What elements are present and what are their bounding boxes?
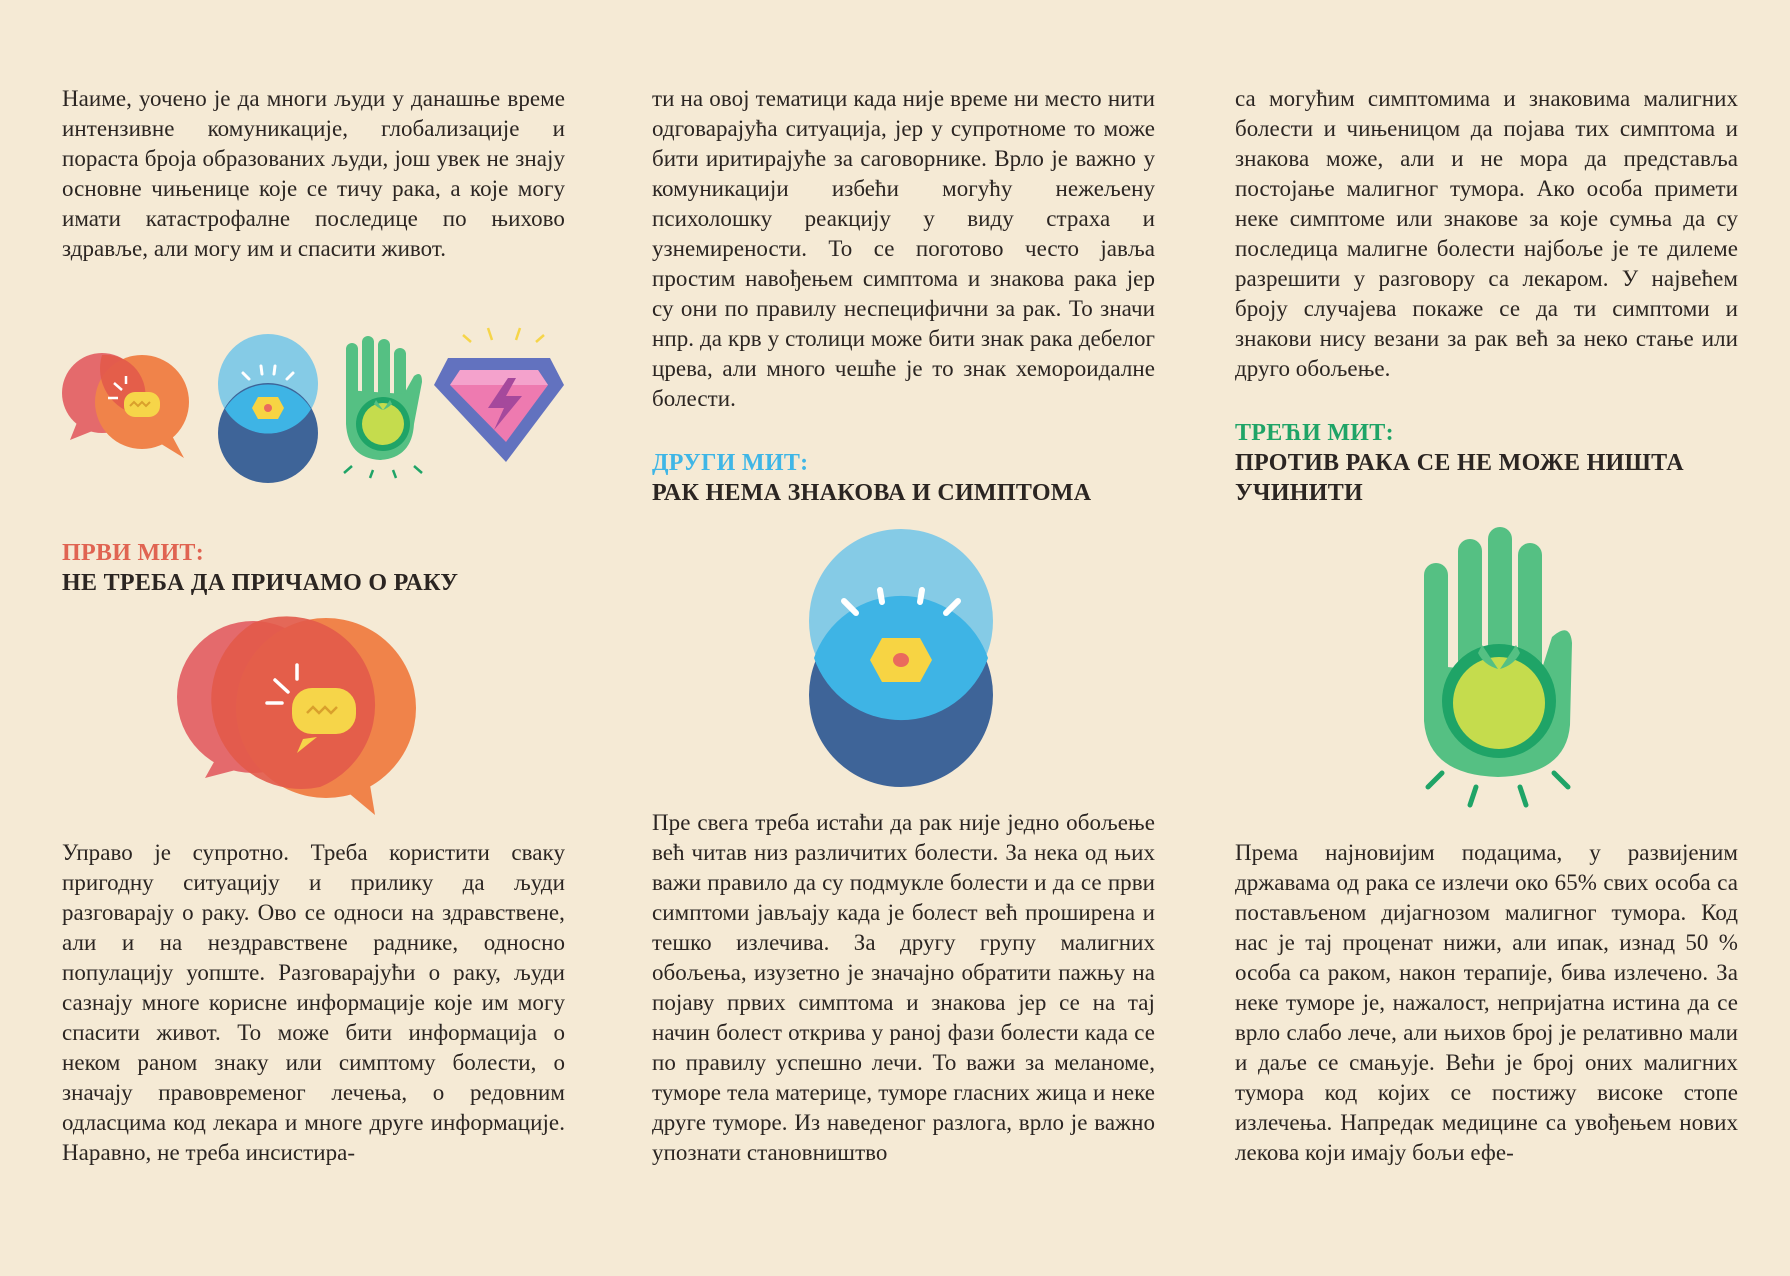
hand-apple-icon [344, 336, 422, 478]
diamond-icon [434, 328, 564, 462]
hand-apple-large-icon [1420, 525, 1580, 815]
myth2-label: ДРУГИ МИТ: [652, 450, 809, 476]
myth3-heading [1235, 418, 1738, 508]
myth1-label: ПРВИ МИТ: [62, 540, 205, 566]
icon-row [62, 330, 572, 480]
myth1-body [62, 838, 565, 1168]
myth1-paragraph: Управо је супротно. Треба користити сваку пригодну ситуацију и прилику да људи разговарају о раку. Ово се односи на здравствене, али и на нездравствене раднике, односно популацију уопште. Разговарајући о раку, људи сазнају многе корисне информације које им могу спасити живот. То може бити информација о неком раном знаку или симптому болести, о значају правовременог лечења, о редовним одласцима код лекара и многе друге информације. Наравно, не треба инсистира- [62, 840, 565, 1165]
myth1-heading [62, 538, 565, 598]
middle-top-paragraph: ти на овој тематици када није време ни место нити одговарајућа ситуација, јер у супротноме то може бити иритирајуће за саговорнике. Врло је важно у комуникацији избећи могућу нежељену психолошку реакцију у виду страха и узнемирености. То се поготово често јавља простим навођењем симптома и знакова рака јер су они по правилу неспецифични за рак. То значи нпр. да крв у столици може бити знак рака дебелог црева, али много чешће је то знак хемороидалне болести. [652, 86, 1155, 411]
intro-paragraph: Наиме, уочено је да многи људи у данашње време интензивне комуникације, глобализације и пораста броја образованих људи, још увек не знају основне чињенице које се тичу рака, а које могу имати катастрофалне последице по њихово здравље, али могу им и спасити живот. [62, 86, 565, 261]
myth3-label: ТРЕЋИ МИТ: [1235, 420, 1394, 446]
myth3-paragraph: Према најновијим подацима, у развијеним државама од рака се излечи око 65% свих особа са постављеном дијагнозом малигног тумора. Код нас је тај проценат нижи, али ипак, изнад 50 % особа са раком, након терапије, бива излечено. За неке туморе је, нажалост, непријатна истина да се врло слабо лече, али њихов број је релативно мали и даље се смањује. Већи је број оних малигних тумора код којих се постижу високе стопе излечења. Напредак медицине са увођењем нових лекова који имају бољи ефе- [1235, 840, 1738, 1165]
speech-bubbles-large-icon [175, 615, 420, 820]
eye-large-icon [808, 535, 994, 785]
myth2-title: РАК НЕМА ЗНАКОВА И СИМПТОМА [652, 480, 1092, 506]
speech-bubbles-icon [62, 353, 189, 458]
column-right [1235, 84, 1738, 384]
right-top-paragraph: са могућим симптомима и знаковима малигних болести и чињеницом да појава тих симптома и знакова може, али и не мора да представља постојање малигног тумора. Ако особа примети неке симптоме или знакове за које сумња да су последица малигне болести најбоље је те дилеме разрешити у разговору са лекаром. У највећем броју случајева покаже се да ти симптоми и знакови нису везани за рак већ за неко стање или друго обољење. [1235, 86, 1738, 381]
myth2-heading [652, 448, 1155, 508]
eye-icon [218, 334, 318, 483]
myth3-title: ПРОТИВ РАКА СЕ НЕ МОЖЕ НИШТА УЧИНИТИ [1235, 450, 1684, 506]
column-left [62, 84, 565, 264]
myth2-body [652, 808, 1155, 1168]
myth3-body [1235, 838, 1738, 1168]
column-middle [652, 84, 1155, 414]
myth2-paragraph: Пре свега треба истаћи да рак није једно обољење већ читав низ различитих болести. За нека од њих важи правило да су подмукле болести и да се први симптоми јављају када је болест већ проширена и тешко излечива. За другу групу малигних обољења, изузетно је значајно обратити пажњу на појаву првих симптома и знакова јер се на тај начин болест открива у раној фази болести када се по правилу успешно лечи. То важи за меланоме, туморе тела материце, туморе гласних жица и неке друге туморе. Из наведеног разлога, врло је важно упознати становништво [652, 810, 1155, 1165]
myth1-title: НЕ ТРЕБА ДА ПРИЧАМО О РАКУ [62, 570, 459, 596]
